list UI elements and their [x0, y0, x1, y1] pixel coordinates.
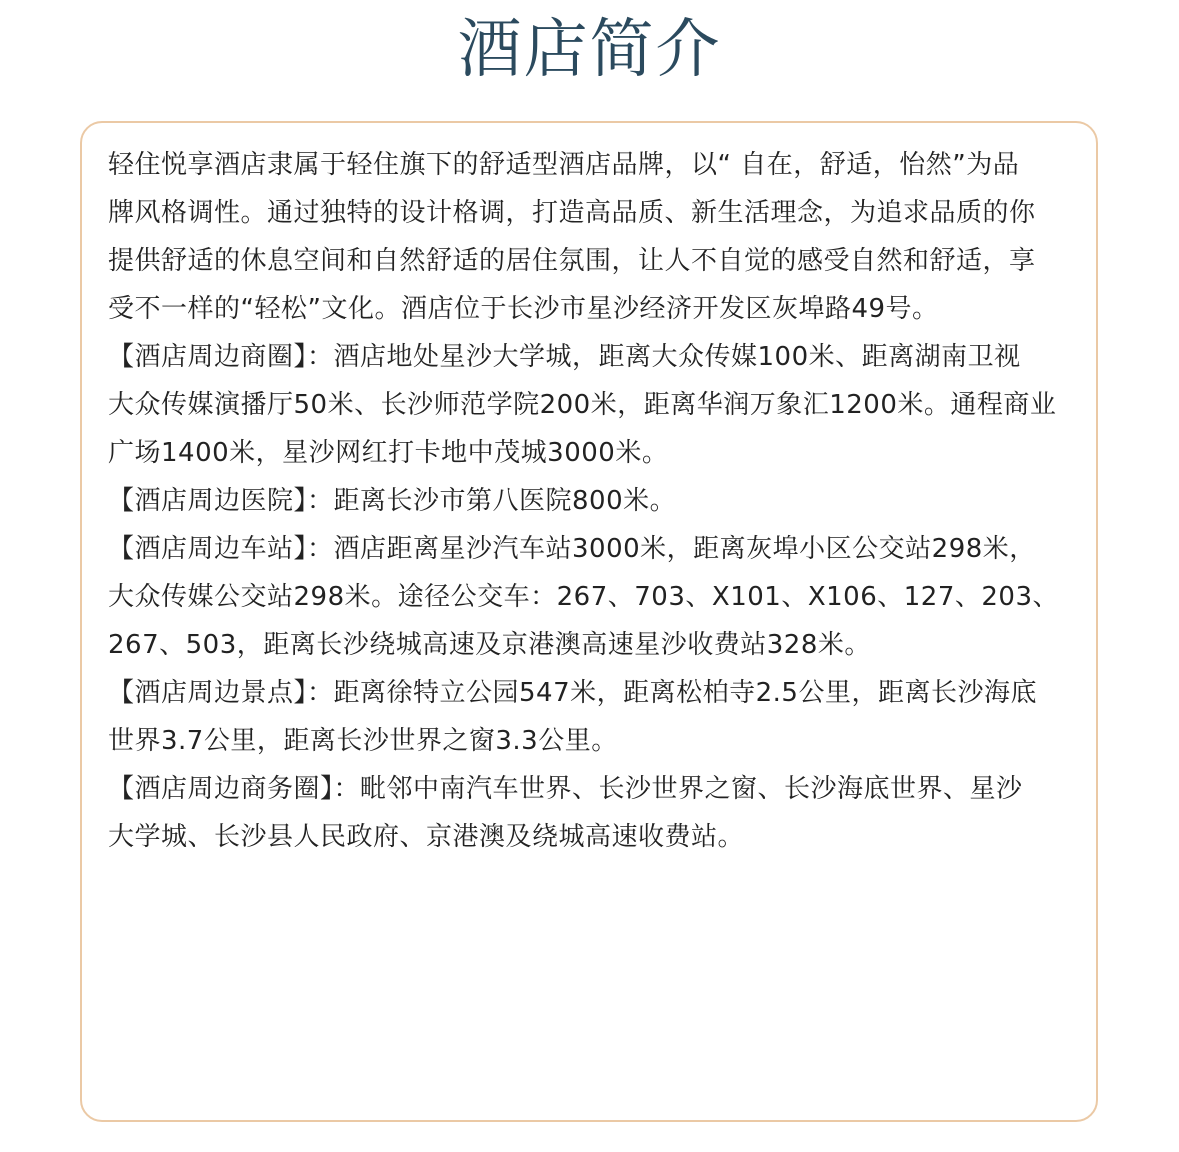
- intro-line: 受不一样的“轻松”文化。酒店位于长沙市星沙经济开发区灰埠路49号。: [108, 294, 939, 324]
- business-circle-line: 【酒店周边商务圈】：毗邻中南汽车世界、长沙世界之窗、长沙海底世界、星沙: [108, 774, 1023, 804]
- intro-card: [80, 121, 1098, 1122]
- intro-text: [108, 141, 1072, 861]
- attractions-line: 世界3.7公里，距离长沙世界之窗3.3公里。: [108, 726, 618, 756]
- station-line: 【酒店周边车站】：酒店距离星沙汽车站3000米，距离灰埠小区公交站298米，: [108, 534, 1036, 564]
- intro-line: 轻住悦享酒店隶属于轻住旗下的舒适型酒店品牌，以“ 自在，舒适，怡然”为品: [108, 150, 1020, 180]
- station-line: 267、503，距离长沙绕城高速及京港澳高速星沙收费站328米。: [108, 630, 871, 660]
- hospital-line: 【酒店周边医院】：距离长沙市第八医院800米。: [108, 486, 677, 516]
- business-circle-line: 大学城、长沙县人民政府、京港澳及绕城高速收费站。: [108, 822, 745, 852]
- attractions-line: 【酒店周边景点】：距离徐特立公园547米，距离松柏寺2.5公里，距离长沙海底: [108, 678, 1037, 708]
- business-area-line: 大众传媒演播厅50米、长沙师范学院200米，距离华润万象汇1200米。通程商业: [108, 390, 1057, 420]
- intro-line: 牌风格调性。通过独特的设计格调，打造高品质、新生活理念，为追求品质的你: [108, 198, 1036, 228]
- intro-line: 提供舒适的休息空间和自然舒适的居住氛围，让人不自觉的感受自然和舒适，享: [108, 246, 1036, 276]
- station-line: 大众传媒公交站298米。途径公交车：267、703、X101、X106、127、203、: [108, 582, 1060, 612]
- page-title: 酒店简介: [457, 13, 722, 87]
- business-area-line: 【酒店周边商圈】：酒店地处星沙大学城，距离大众传媒100米、距离湖南卫视: [108, 342, 1021, 372]
- business-area-line: 广场1400米，星沙网红打卡地中茂城3000米。: [108, 438, 669, 468]
